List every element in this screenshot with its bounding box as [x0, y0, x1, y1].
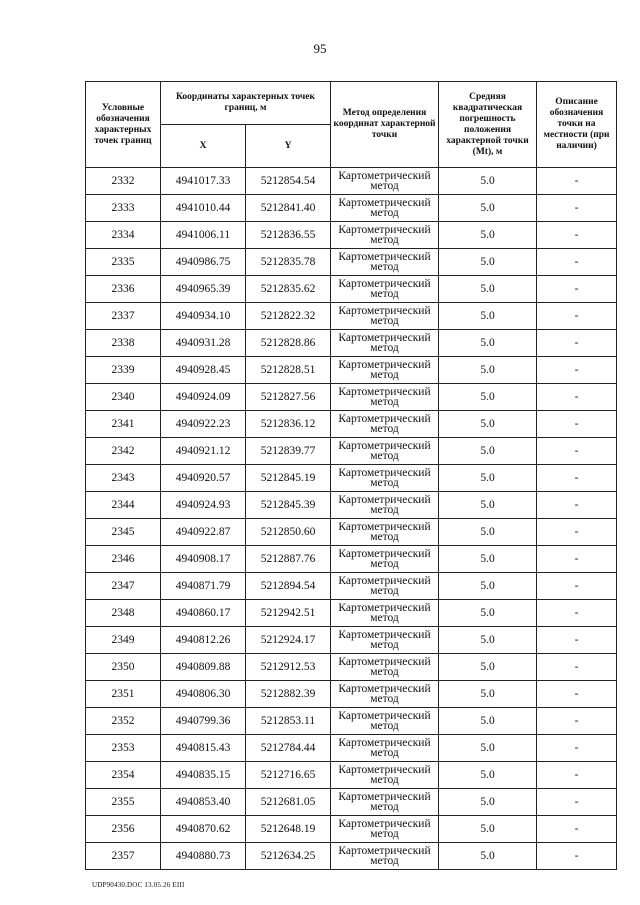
mean-error-cell: 5.0	[439, 546, 537, 573]
method-cell: Картометрический метод	[331, 546, 439, 573]
y-coordinate-cell: 5212894.54	[246, 573, 331, 600]
table-row	[86, 654, 617, 681]
description-cell: -	[537, 411, 617, 438]
point-id-cell: 2346	[86, 546, 161, 573]
point-id-cell: 2344	[86, 492, 161, 519]
mean-error-cell: 5.0	[439, 573, 537, 600]
method-cell: Картометрический метод	[331, 654, 439, 681]
table-row	[86, 762, 617, 789]
point-id-cell: 2351	[86, 681, 161, 708]
table-row	[86, 249, 617, 276]
point-id-cell: 2350	[86, 654, 161, 681]
description-cell: -	[537, 654, 617, 681]
y-coordinate-cell: 5212784.44	[246, 735, 331, 762]
y-coordinate-cell: 5212648.19	[246, 816, 331, 843]
table-row	[86, 222, 617, 249]
x-coordinate-cell: 4940922.87	[161, 519, 246, 546]
x-coordinate-cell: 4940806.30	[161, 681, 246, 708]
mean-error-cell: 5.0	[439, 384, 537, 411]
method-cell: Картометрический метод	[331, 492, 439, 519]
mean-error-cell: 5.0	[439, 762, 537, 789]
description-cell: -	[537, 789, 617, 816]
x-coordinate-cell: 4940921.12	[161, 438, 246, 465]
y-coordinate-cell: 5212853.11	[246, 708, 331, 735]
description-cell: -	[537, 519, 617, 546]
point-id-cell: 2343	[86, 465, 161, 492]
x-coordinate-cell: 4941017.33	[161, 168, 246, 195]
mean-error-cell: 5.0	[439, 438, 537, 465]
x-coordinate-cell: 4940934.10	[161, 303, 246, 330]
x-coordinate-cell: 4940870.62	[161, 816, 246, 843]
document-footer: UDP90430.DOC 13.05.26 EIII	[92, 881, 185, 889]
point-id-cell: 2333	[86, 195, 161, 222]
table-row	[86, 600, 617, 627]
mean-error-cell: 5.0	[439, 600, 537, 627]
method-cell: Картометрический метод	[331, 843, 439, 870]
y-coordinate-cell: 5212836.12	[246, 411, 331, 438]
y-coordinate-cell: 5212828.51	[246, 357, 331, 384]
method-cell: Картометрический метод	[331, 789, 439, 816]
method-cell: Картометрический метод	[331, 762, 439, 789]
method-cell: Картометрический метод	[331, 168, 439, 195]
y-coordinate-cell: 5212845.39	[246, 492, 331, 519]
table-row	[86, 357, 617, 384]
mean-error-cell: 5.0	[439, 330, 537, 357]
description-cell: -	[537, 465, 617, 492]
x-coordinate-cell: 4940809.88	[161, 654, 246, 681]
point-id-cell: 2339	[86, 357, 161, 384]
point-id-cell: 2342	[86, 438, 161, 465]
x-coordinate-cell: 4940871.79	[161, 573, 246, 600]
header-y: Y	[246, 125, 331, 168]
point-id-cell: 2348	[86, 600, 161, 627]
x-coordinate-cell: 4940986.75	[161, 249, 246, 276]
point-id-cell: 2336	[86, 276, 161, 303]
header-mean-error: Средняя квадратическая погрешность положения характерной точки (Mt), м	[439, 82, 537, 168]
point-id-cell: 2335	[86, 249, 161, 276]
y-coordinate-cell: 5212845.19	[246, 465, 331, 492]
method-cell: Картометрический метод	[331, 411, 439, 438]
description-cell: -	[537, 573, 617, 600]
description-cell: -	[537, 492, 617, 519]
y-coordinate-cell: 5212835.78	[246, 249, 331, 276]
mean-error-cell: 5.0	[439, 492, 537, 519]
mean-error-cell: 5.0	[439, 654, 537, 681]
method-cell: Картометрический метод	[331, 708, 439, 735]
description-cell: -	[537, 762, 617, 789]
y-coordinate-cell: 5212839.77	[246, 438, 331, 465]
x-coordinate-cell: 4940924.93	[161, 492, 246, 519]
description-cell: -	[537, 330, 617, 357]
table-row	[86, 195, 617, 222]
x-coordinate-cell: 4940922.23	[161, 411, 246, 438]
description-cell: -	[537, 600, 617, 627]
x-coordinate-cell: 4940880.73	[161, 843, 246, 870]
table-row	[86, 492, 617, 519]
header-coordinates: Координаты характерных точек границ, м	[161, 82, 331, 125]
y-coordinate-cell: 5212681.05	[246, 789, 331, 816]
x-coordinate-cell: 4940799.36	[161, 708, 246, 735]
mean-error-cell: 5.0	[439, 303, 537, 330]
method-cell: Картометрический метод	[331, 465, 439, 492]
table-row	[86, 384, 617, 411]
mean-error-cell: 5.0	[439, 276, 537, 303]
table-row	[86, 708, 617, 735]
description-cell: -	[537, 438, 617, 465]
table-row	[86, 168, 617, 195]
mean-error-cell: 5.0	[439, 519, 537, 546]
y-coordinate-cell: 5212912.53	[246, 654, 331, 681]
description-cell: -	[537, 627, 617, 654]
point-id-cell: 2338	[86, 330, 161, 357]
table-row	[86, 681, 617, 708]
table-row	[86, 411, 617, 438]
description-cell: -	[537, 168, 617, 195]
point-id-cell: 2352	[86, 708, 161, 735]
method-cell: Картометрический метод	[331, 816, 439, 843]
point-id-cell: 2337	[86, 303, 161, 330]
x-coordinate-cell: 4940860.17	[161, 600, 246, 627]
mean-error-cell: 5.0	[439, 357, 537, 384]
y-coordinate-cell: 5212828.86	[246, 330, 331, 357]
method-cell: Картометрический метод	[331, 735, 439, 762]
table-row	[86, 573, 617, 600]
point-id-cell: 2349	[86, 627, 161, 654]
x-coordinate-cell: 4940931.28	[161, 330, 246, 357]
method-cell: Картометрический метод	[331, 627, 439, 654]
table-row	[86, 303, 617, 330]
y-coordinate-cell: 5212835.62	[246, 276, 331, 303]
mean-error-cell: 5.0	[439, 411, 537, 438]
method-cell: Картометрический метод	[331, 303, 439, 330]
x-coordinate-cell: 4940812.26	[161, 627, 246, 654]
description-cell: -	[537, 735, 617, 762]
method-cell: Картометрический метод	[331, 600, 439, 627]
point-id-cell: 2340	[86, 384, 161, 411]
description-cell: -	[537, 843, 617, 870]
y-coordinate-cell: 5212836.55	[246, 222, 331, 249]
mean-error-cell: 5.0	[439, 249, 537, 276]
x-coordinate-cell: 4940924.09	[161, 384, 246, 411]
table-row	[86, 519, 617, 546]
method-cell: Картометрический метод	[331, 330, 439, 357]
point-id-cell: 2347	[86, 573, 161, 600]
y-coordinate-cell: 5212887.76	[246, 546, 331, 573]
description-cell: -	[537, 681, 617, 708]
x-coordinate-cell: 4940908.17	[161, 546, 246, 573]
method-cell: Картометрический метод	[331, 438, 439, 465]
header-point-designation: Условные обозначения характерных точек границ	[86, 82, 161, 168]
y-coordinate-cell: 5212716.65	[246, 762, 331, 789]
method-cell: Картометрический метод	[331, 195, 439, 222]
table-row	[86, 627, 617, 654]
table-row	[86, 843, 617, 870]
mean-error-cell: 5.0	[439, 789, 537, 816]
method-cell: Картометрический метод	[331, 357, 439, 384]
y-coordinate-cell: 5212942.51	[246, 600, 331, 627]
header-x: X	[161, 125, 246, 168]
point-id-cell: 2345	[86, 519, 161, 546]
y-coordinate-cell: 5212924.17	[246, 627, 331, 654]
y-coordinate-cell: 5212882.39	[246, 681, 331, 708]
y-coordinate-cell: 5212841.40	[246, 195, 331, 222]
boundary-points-table	[85, 81, 617, 870]
table-row	[86, 546, 617, 573]
mean-error-cell: 5.0	[439, 735, 537, 762]
x-coordinate-cell: 4940928.45	[161, 357, 246, 384]
x-coordinate-cell: 4941010.44	[161, 195, 246, 222]
header-description: Описание обозначения точки на местности (при наличии)	[537, 82, 617, 168]
description-cell: -	[537, 816, 617, 843]
table-row	[86, 438, 617, 465]
description-cell: -	[537, 357, 617, 384]
point-id-cell: 2353	[86, 735, 161, 762]
y-coordinate-cell: 5212854.54	[246, 168, 331, 195]
table-row	[86, 330, 617, 357]
point-id-cell: 2334	[86, 222, 161, 249]
table-body	[86, 168, 617, 870]
y-coordinate-cell: 5212827.56	[246, 384, 331, 411]
description-cell: -	[537, 546, 617, 573]
x-coordinate-cell: 4940835.15	[161, 762, 246, 789]
mean-error-cell: 5.0	[439, 681, 537, 708]
description-cell: -	[537, 276, 617, 303]
x-coordinate-cell: 4941006.11	[161, 222, 246, 249]
method-cell: Картометрический метод	[331, 249, 439, 276]
description-cell: -	[537, 195, 617, 222]
point-id-cell: 2354	[86, 762, 161, 789]
method-cell: Картометрический метод	[331, 384, 439, 411]
point-id-cell: 2356	[86, 816, 161, 843]
mean-error-cell: 5.0	[439, 816, 537, 843]
method-cell: Картометрический метод	[331, 222, 439, 249]
x-coordinate-cell: 4940815.43	[161, 735, 246, 762]
point-id-cell: 2357	[86, 843, 161, 870]
header-method: Метод определения координат характерной точки	[331, 82, 439, 168]
table-row	[86, 816, 617, 843]
y-coordinate-cell: 5212634.25	[246, 843, 331, 870]
mean-error-cell: 5.0	[439, 168, 537, 195]
y-coordinate-cell: 5212822.32	[246, 303, 331, 330]
description-cell: -	[537, 708, 617, 735]
x-coordinate-cell: 4940920.57	[161, 465, 246, 492]
description-cell: -	[537, 384, 617, 411]
y-coordinate-cell: 5212850.60	[246, 519, 331, 546]
method-cell: Картометрический метод	[331, 573, 439, 600]
mean-error-cell: 5.0	[439, 627, 537, 654]
method-cell: Картометрический метод	[331, 681, 439, 708]
x-coordinate-cell: 4940965.39	[161, 276, 246, 303]
table-row	[86, 789, 617, 816]
table-row	[86, 276, 617, 303]
mean-error-cell: 5.0	[439, 843, 537, 870]
mean-error-cell: 5.0	[439, 195, 537, 222]
description-cell: -	[537, 222, 617, 249]
table-row	[86, 735, 617, 762]
point-id-cell: 2341	[86, 411, 161, 438]
description-cell: -	[537, 303, 617, 330]
page-number: 95	[313, 41, 327, 56]
mean-error-cell: 5.0	[439, 708, 537, 735]
table-row	[86, 465, 617, 492]
method-cell: Картометрический метод	[331, 519, 439, 546]
mean-error-cell: 5.0	[439, 222, 537, 249]
point-id-cell: 2332	[86, 168, 161, 195]
method-cell: Картометрический метод	[331, 276, 439, 303]
x-coordinate-cell: 4940853.40	[161, 789, 246, 816]
mean-error-cell: 5.0	[439, 465, 537, 492]
description-cell: -	[537, 249, 617, 276]
point-id-cell: 2355	[86, 789, 161, 816]
